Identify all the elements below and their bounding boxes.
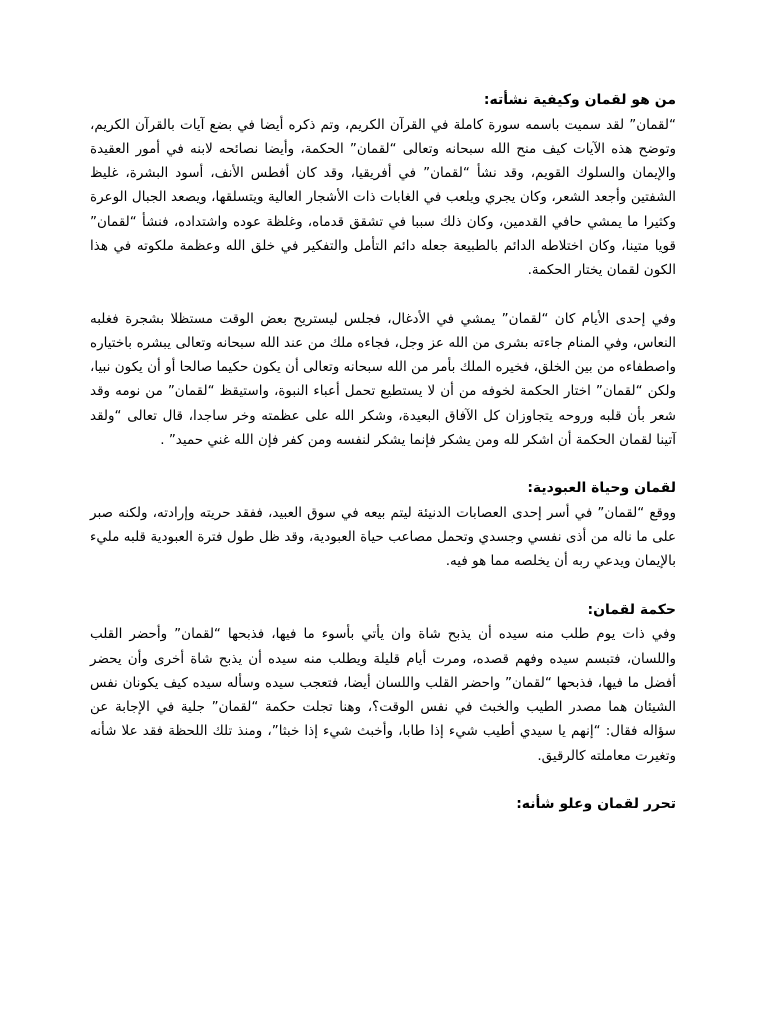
paragraph-origin-2: وفي إحدى الأيام كان “لقمان” يمشي في الأدغال، فجلس ليستريح بعض الوقت مستظلا بشجرة فغلبه النعاس، وفي المنام جاءته بشرى من الله عز وجل، فجاءه ملك من عند الله سبحانه وتعالى يبشره باختياره واصطفاءه من بين الخلق، فخيره الملك بأمر من الله سبحانه وتعالى أن يكون حكيما صالحا أو أن يكون نبيا، ولكن “لقمان” اختار الحكمة لخوفه من أن لا يستطيع تحمل أعباء النبوة، واستيقظ “لقمان” من نومه وقد شعر بأن قلبه وروحه يتجاوزان كل الآفاق البعيدة، وشكر الله على عظمته وخر ساجدا، قال تعالى “ولقد آتينا لقمان الحكمة أن اشكر لله ومن يشكر فإنما يشكر لنفسه ومن كفر فإن الله غني حميد” . xyxy=(90,310,676,449)
section-heading-liberation: تحرر لقمان وعلو شأنه: xyxy=(516,796,676,813)
document-page xyxy=(90,88,676,817)
section-heading-origin: من هو لقمان وكيفية نشأته: xyxy=(483,92,676,108)
section-spacer xyxy=(90,574,676,598)
section-spacer xyxy=(90,452,676,476)
paragraph-wisdom-1: وفي ذات يوم طلب منه سيده أن يذبح شاة وان يأتي بأسوء ما فيها، فذبحها “لقمان” وأحضر القلب واللسان، فتبسم سيده وفهم قصده، ومرت أيام قليلة ويطلب منه سيده أن يذبح شاة أخرى وأن يحضر أفضل ما فيها، فذبحها “لقمان” واحضر القلب واللسان أيضا، فتعجب سيده وسأله سيده كيف يكونان نفس الشيئان هما مصدر الطيب والخبث في نفس الوقت؟، وهنا تجلت حكمة “لقمان” جلية في الإجابة عن سؤاله فقال: “إنهم يا سيدي أطيب شيء إذا طابا، وأخبث شيء إذا خبثا”، ومنذ تلك اللحظة فقد علا شأنه وتغيرت معاملته كالرقيق. xyxy=(90,626,676,764)
section-heading-wisdom: حكمة لقمان: xyxy=(587,601,676,618)
paragraph-spacer xyxy=(90,283,676,307)
paragraph-origin-1: “لقمان” لقد سميت باسمه سورة كاملة في القرآن الكريم، وتم ذكره أيضا في بضع آيات بالقرآن الكريم، وتوضح هذه الآيات كيف منح الله سبحانه وتعالى “لقمان” الحكمة، وأيضا نصائحه لابنه في أمور العقيدة والإيمان والسلوك القويم، وقد نشأ “لقمان” في أفريقيا، وقد كان أفطس الأنف، أسود البشرة، غليظ الشفتين وأجعد الشعر، وكان يجري ويلعب في الغابات ذات الأشجار العالية ويتسلقها، ويصعد الجبال الوعرة وكثيرا ما يمشي حافي القدمين، وكان ذلك سببا في تشقق قدماه، وغلظة عوده واشتداده، فنشأ “لقمان” قويا متينا، وكان اختلاطه الدائم بالطبيعة جعله دائم التأمل والتفكير في خلق الله وعظمة ملكوته في هذا الكون لقمان يختار الحكمة. xyxy=(90,116,676,279)
paragraph-slavery-1: ووقع “لقمان” في أسر إحدى العصابات الدنيئة ليتم بيعه في سوق العبيد، ففقد حريته وإرادته، ولكنه صبر على ما ناله من أذى نفسي وجسدي وتحمل مصاعب حياة العبودية، وقد ظل طول فترة العبودية قلبه مليء بالإيمان ويدعي ربه أن يخلصه مما هو فيه. xyxy=(90,504,676,570)
section-spacer xyxy=(90,768,676,792)
section-heading-slavery: لقمان وحياة العبودية: xyxy=(527,480,676,497)
